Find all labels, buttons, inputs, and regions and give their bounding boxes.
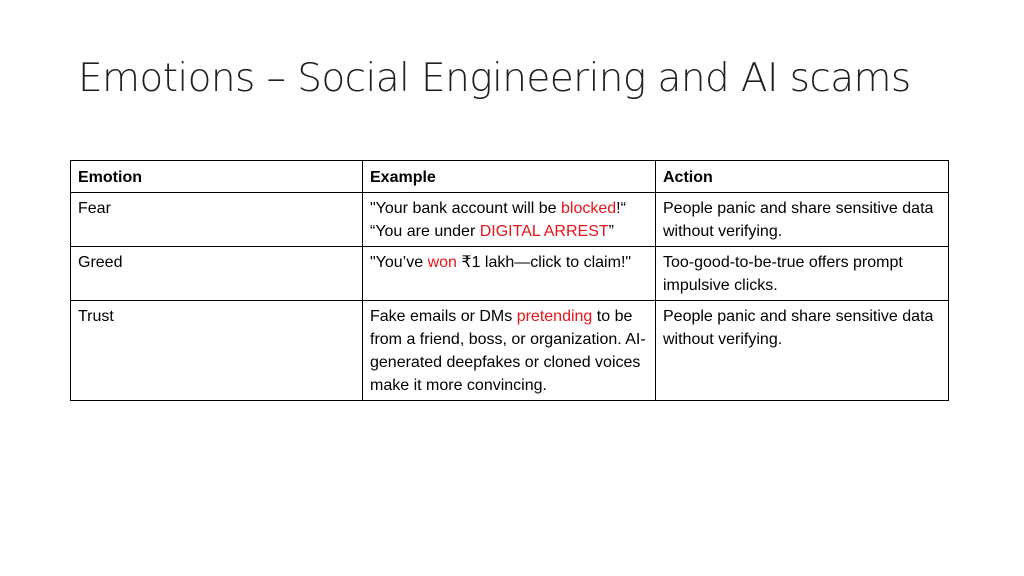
cell-emotion-greed: Greed [71,247,363,301]
example-fear-text: "Your bank account will be blocked!“ “You are under DIGITAL ARREST” [370,200,626,240]
cell-emotion-trust: Trust [71,301,363,401]
header-example: Example [363,161,656,193]
cell-action-greed: Too-good-to-be-true offers prompt impulsive clicks. [656,247,949,301]
table-header-row [71,161,949,193]
cell-example-fear [363,193,656,247]
cell-emotion-fear: Fear [71,193,363,247]
highlight-blocked: blocked [560,200,617,217]
table-row-trust [71,301,949,401]
highlight-won: won [427,254,457,271]
slide-title: Emotions – Social Engineering and AI scams [78,56,911,101]
cell-action-fear: People panic and share sensitive data without verifying. [656,193,949,247]
cell-example-greed: "You’ve won ₹1 lakh—click to claim!" [363,247,656,301]
cell-example-trust: Fake emails or DMs pretending to be from a friend, boss, or organization. AI-generated deepfakes or cloned voices make it more convincing. [363,301,656,401]
emotions-table [70,160,949,401]
cell-action-trust: People panic and share sensitive data without verifying. [656,301,949,401]
header-emotion: Emotion [71,161,363,193]
highlight-pretending: pretending [516,308,593,325]
header-action: Action [656,161,949,193]
table-row-fear [71,193,949,247]
table-row-greed [71,247,949,301]
highlight-digital-arrest: DIGITAL ARREST [479,223,609,240]
